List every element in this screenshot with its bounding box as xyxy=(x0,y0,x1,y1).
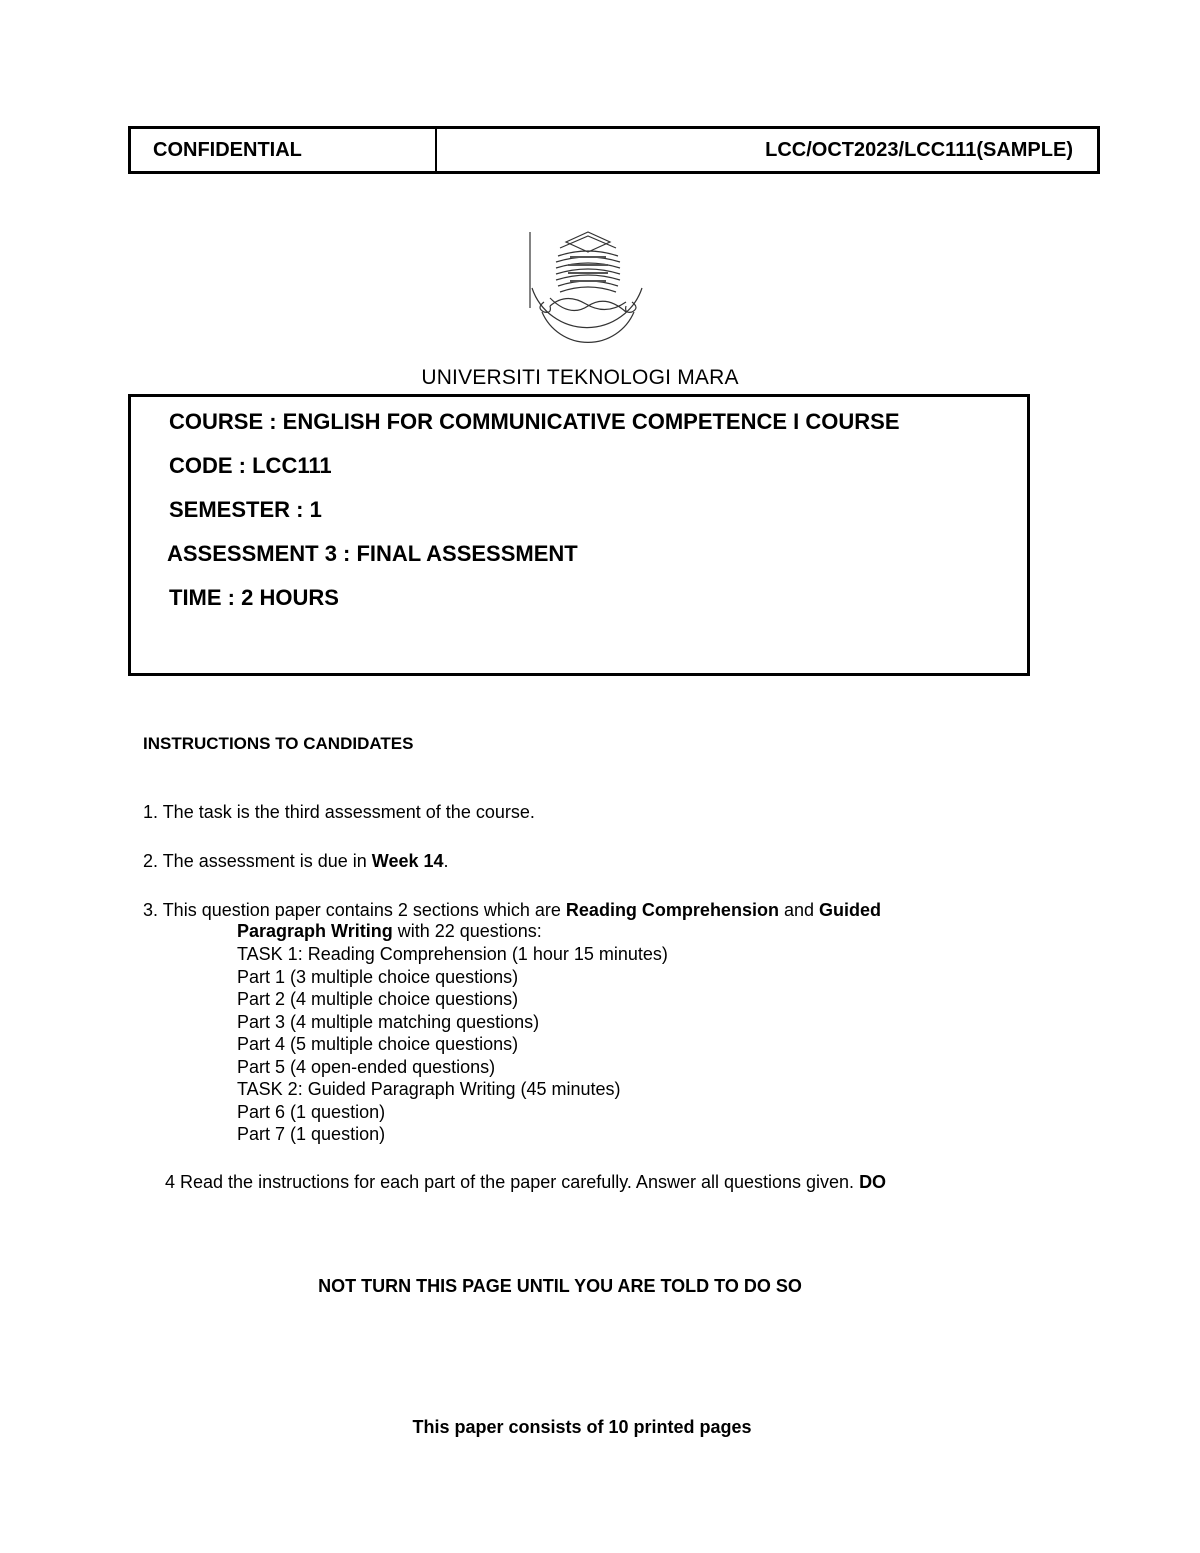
list-item: Part 3 (4 multiple matching questions) xyxy=(237,1011,540,1032)
page-count-footer: This paper consists of 10 printed pages xyxy=(412,1417,752,1437)
list-item: TASK 2: Guided Paragraph Writing (45 minutes) xyxy=(237,1079,621,1099)
university-crest-icon xyxy=(526,228,648,346)
warning-text: NOT TURN THIS PAGE UNTIL YOU ARE TOLD TO DO SO xyxy=(318,1276,802,1296)
paper-code: LCC/OCT2023/LCC111(SAMPLE) xyxy=(765,138,1073,161)
university-name: UNIVERSITI TEKNOLOGI MARA xyxy=(421,366,739,389)
instruction-item-4 xyxy=(165,1172,886,1193)
course-semester: SEMESTER : 1 xyxy=(169,497,322,522)
instruction-item-3-text: 3. This question paper contains 2 sections which are xyxy=(143,900,566,920)
instruction-item-1: 1. The task is the third assessment of the course. xyxy=(143,802,535,822)
instruction-item-2 xyxy=(143,851,449,872)
course-code: CODE : LCC111 xyxy=(169,453,332,478)
instructions-title: INSTRUCTIONS TO CANDIDATES xyxy=(143,734,414,753)
list-item: Part 4 (5 multiple choice questions) xyxy=(237,1034,519,1054)
instruction-item-4-bold: DO xyxy=(859,1172,887,1192)
instruction-item-3-bold2: Guided xyxy=(819,900,881,920)
list-item: Part 7 (1 question) xyxy=(237,1124,386,1144)
instruction-item-3-bold1: Reading Comprehension xyxy=(565,900,779,920)
instruction-item-3 xyxy=(143,900,881,921)
task-parts-list xyxy=(237,943,668,1146)
instruction-item-2-text: 2. The assessment is due in xyxy=(143,851,372,871)
course-assessment: ASSESSMENT 3 : FINAL ASSESSMENT xyxy=(167,541,578,566)
course-time: TIME : 2 HOURS xyxy=(169,585,339,610)
header-table xyxy=(128,126,1100,174)
course-title: COURSE : ENGLISH FOR COMMUNICATIVE COMPETENCE I COURSE xyxy=(169,409,900,434)
course-info-box xyxy=(128,394,1030,676)
list-item: Part 6 (1 question) xyxy=(237,1101,386,1122)
instruction-item-3-line2-text: with 22 questions: xyxy=(392,921,542,941)
confidential-label: CONFIDENTIAL xyxy=(131,129,437,171)
instruction-item-4-text: 4 Read the instructions for each part of the paper carefully. Answer all questions given. xyxy=(165,1172,860,1192)
list-item: Part 1 (3 multiple choice questions) xyxy=(237,966,519,987)
instruction-item-3-line2-bold: Paragraph Writing xyxy=(237,921,393,941)
instruction-item-2-suffix: . xyxy=(443,851,449,871)
instruction-item-3-mid: and xyxy=(778,900,819,920)
list-item: Part 2 (4 multiple choice questions) xyxy=(237,989,519,1009)
list-item: TASK 1: Reading Comprehension (1 hour 15 minutes) xyxy=(237,944,668,964)
instruction-item-3-line2 xyxy=(237,920,542,943)
instruction-item-2-bold: Week 14 xyxy=(371,851,444,871)
list-item: Part 5 (4 open-ended questions) xyxy=(237,1056,496,1077)
